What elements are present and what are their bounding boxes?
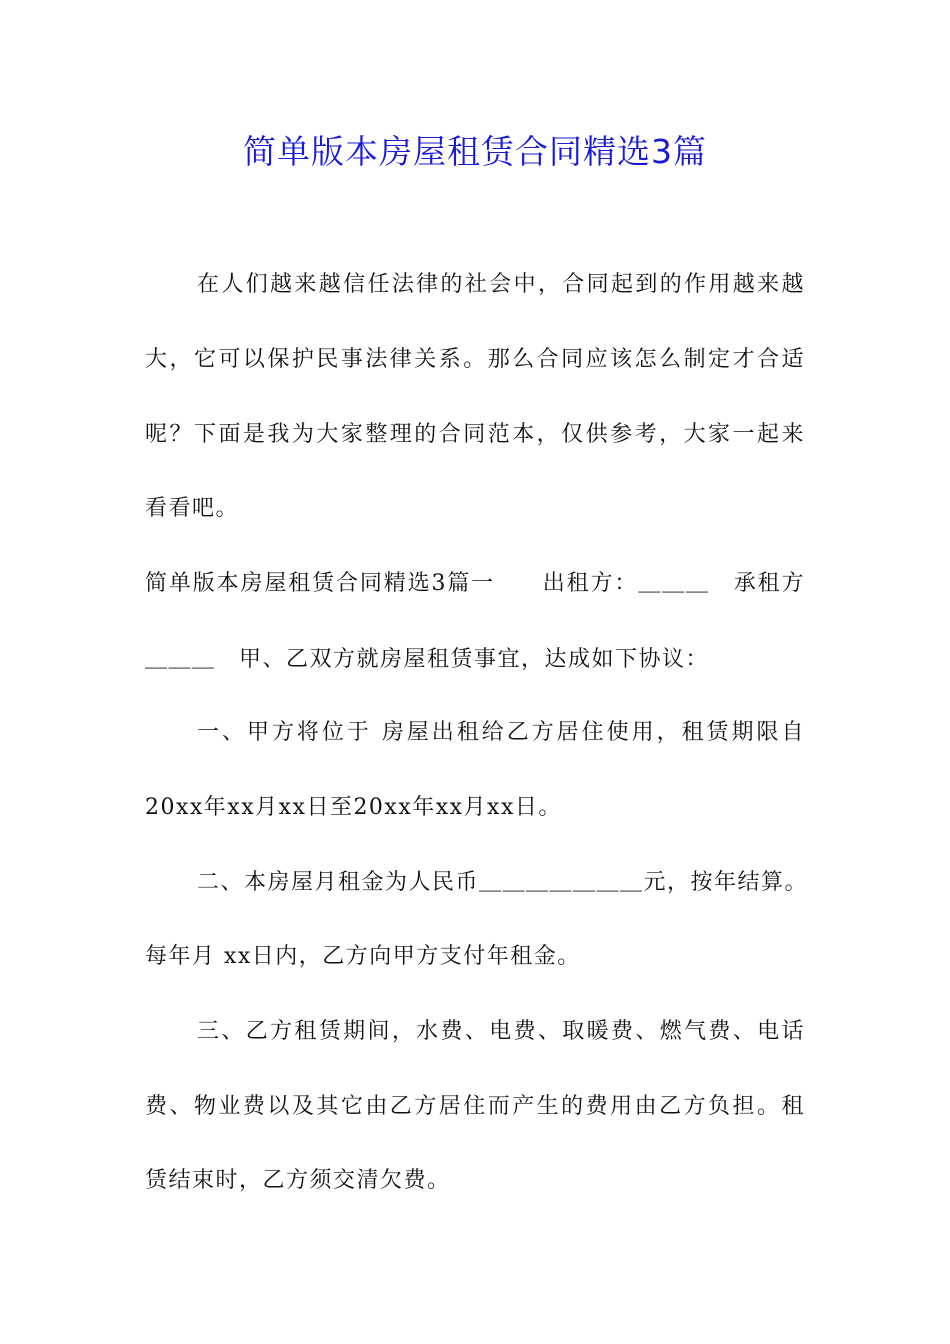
paragraph-line: 二、本房屋月租金为人民币＿＿＿＿＿＿＿元，按年结算。 [197, 870, 809, 895]
paragraph-line: ＿＿＿ 甲、乙双方就房屋租赁事宜，达成如下协议： [145, 647, 710, 672]
paragraph-line: 一、甲方将位于 房屋出租给乙方居住使用，租赁期限自 [197, 720, 805, 745]
document-title: 简单版本房屋租赁合同精选3篇 [243, 132, 707, 171]
paragraph-line: 在人们越来越信任法律的社会中，合同起到的作用越来越 [197, 272, 805, 297]
paragraph-line: 费、物业费以及其它由乙方居住而产生的费用由乙方负担。租 [145, 1094, 805, 1119]
paragraph-line: 大，它可以保护民事法律关系。那么合同应该怎么制定才合适 [145, 347, 805, 372]
paragraph-line: 赁结束时，乙方须交清欠费。 [145, 1168, 451, 1193]
paragraph-line: 呢？下面是我为大家整理的合同范本，仅供参考，大家一起来 [145, 422, 805, 447]
paragraph-line: 看看吧。 [145, 496, 240, 521]
paragraph-line: 20xx年xx月xx日至20xx年xx月xx日。 [145, 795, 562, 820]
paragraph-line: 三、乙方租赁期间，水费、电费、取暖费、燃气费、电话 [197, 1019, 805, 1044]
paragraph-line: 每年月 xx日内，乙方向甲方支付年租金。 [145, 944, 581, 969]
paragraph-line: 简单版本房屋租赁合同精选3篇一 出租方：＿＿＿ 承租方 [145, 571, 805, 596]
